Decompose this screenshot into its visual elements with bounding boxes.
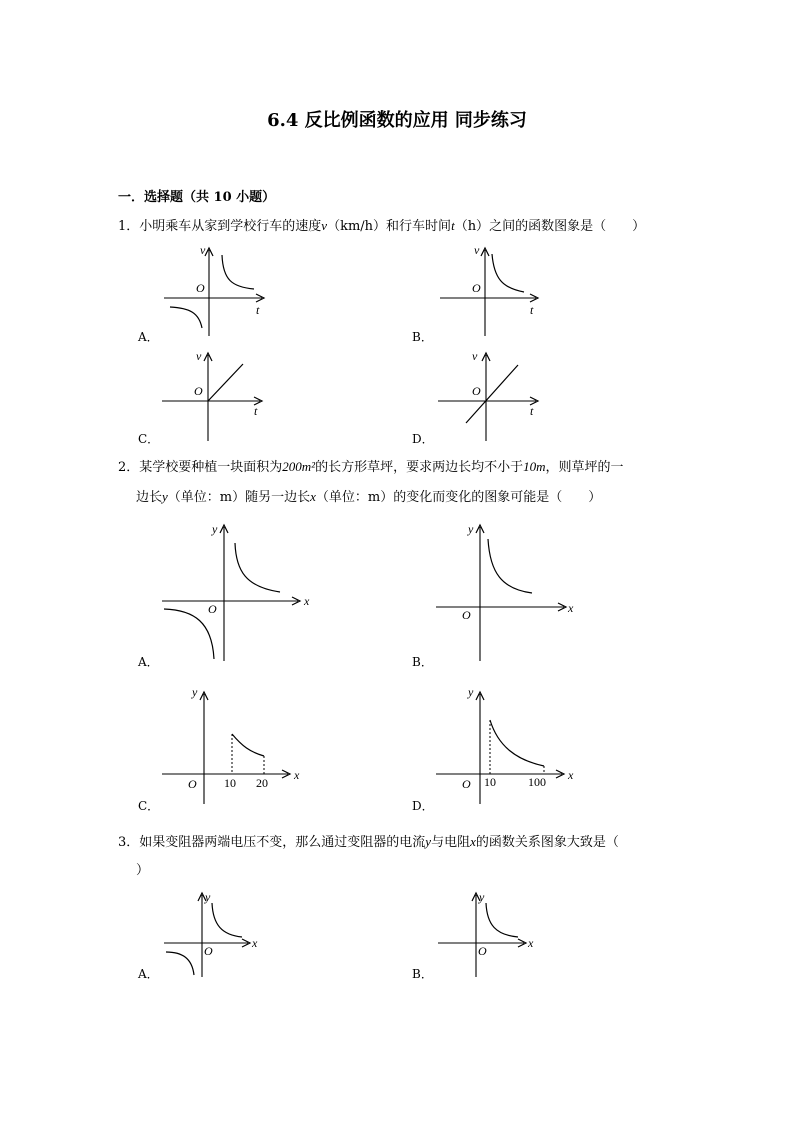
curve-first-quadrant <box>492 254 524 292</box>
y-axis-label: y <box>468 685 474 699</box>
q2-option-b-label: B． <box>412 655 433 669</box>
question-text: 和行车时间 <box>386 219 452 234</box>
question-text: 的长方形草坪，要求两边长均不小于 <box>315 460 524 475</box>
question-text: 与电阻 <box>431 835 471 850</box>
question-3-line-1 <box>118 833 619 852</box>
x-axis-label: x <box>568 768 574 782</box>
curve-first-quadrant <box>488 539 532 593</box>
tick-label-10: 10 <box>224 776 236 790</box>
question-text: （单位：m）的变化而变化的图象可能是（ ） <box>315 490 602 505</box>
q2-option-a-graph <box>150 515 320 670</box>
question-number: 1． <box>118 219 140 234</box>
y-axis-label: y <box>205 890 211 904</box>
origin-label: O <box>472 281 481 295</box>
origin-label: O <box>204 944 213 958</box>
question-3-line-2: ） <box>136 863 150 878</box>
y-axis-label: y <box>212 522 218 536</box>
question-text: 之间的函数图象是（ ） <box>489 219 646 234</box>
unit-text: （h） <box>454 219 490 234</box>
x-axis-label: t <box>254 404 258 418</box>
origin-label: O <box>188 777 197 791</box>
y-axis-label: y <box>192 685 198 699</box>
y-axis-label: v <box>200 243 206 257</box>
curve-third-quadrant <box>164 609 214 659</box>
y-axis-label: v <box>196 349 202 363</box>
origin-label: O <box>478 944 487 958</box>
curve-first-quadrant <box>212 903 242 937</box>
x-axis-label: x <box>252 936 258 950</box>
question-2-line-1 <box>118 458 624 477</box>
variable-t: t <box>451 218 455 233</box>
q3-option-a-label: A． <box>138 967 159 981</box>
y-axis-label: v <box>474 243 480 257</box>
q2-option-c-graph <box>150 680 320 810</box>
question-text: 小明乘车从家到学校行车的速度 <box>139 219 322 234</box>
curve-third-quadrant <box>166 952 194 975</box>
x-axis-label: x <box>528 936 534 950</box>
x-axis-label: x <box>294 768 300 782</box>
variable-y: y <box>162 489 168 504</box>
x-axis-label: t <box>530 303 534 317</box>
origin-label: O <box>472 384 481 398</box>
question-text: 某学校要种植一块面积为 <box>139 460 283 475</box>
curve-first-quadrant <box>235 543 280 592</box>
q1-option-d-label: D． <box>412 432 434 446</box>
q1-option-b-graph <box>426 240 556 340</box>
y-axis-label: y <box>479 890 485 904</box>
question-text: 的函数关系图象大致是（ <box>475 835 619 850</box>
tick-label-10: 10 <box>484 775 496 789</box>
origin-label: O <box>462 608 471 622</box>
origin-label: O <box>208 602 217 616</box>
question-2-line-2 <box>136 488 601 507</box>
origin-label: O <box>462 777 471 791</box>
area-value: 200m² <box>282 459 316 474</box>
q1-option-c-label: C． <box>138 432 160 446</box>
question-text: 如果变阻器两端电压不变，那么通过变阻器的电流 <box>139 835 426 850</box>
q3-option-a-graph <box>150 885 270 980</box>
x-axis-label: t <box>530 404 534 418</box>
x-axis-label: x <box>568 601 574 615</box>
question-1-text <box>118 217 645 236</box>
q3-option-b-graph <box>426 885 546 980</box>
q2-option-d-graph <box>426 680 596 810</box>
x-axis-label: x <box>304 594 310 608</box>
question-number: 3． <box>118 835 140 850</box>
q1-option-a-graph <box>150 240 280 340</box>
variable-v: v <box>321 218 328 233</box>
variable-x: x <box>470 834 476 849</box>
q2-option-b-graph <box>426 515 596 670</box>
q1-option-c-graph <box>150 345 280 445</box>
q3-option-b-label: B． <box>412 967 433 981</box>
curve-third-quadrant <box>170 307 202 328</box>
tick-label-20: 20 <box>256 776 268 790</box>
q2-option-a-label: A． <box>138 655 159 669</box>
curve-first-quadrant <box>486 903 518 937</box>
line-from-origin <box>208 364 243 401</box>
origin-label: O <box>194 384 203 398</box>
q1-option-d-graph <box>426 345 556 445</box>
section-heading: 一．选择题（共 10 小题） <box>118 190 276 205</box>
curve-first-quadrant <box>222 255 254 289</box>
question-text: 边长 <box>136 490 163 505</box>
q2-option-c-label: C． <box>138 799 160 813</box>
q2-option-d-label: D． <box>412 799 434 813</box>
question-number: 2． <box>118 460 140 475</box>
curve-segment <box>232 734 264 756</box>
question-text: （单位：m）随另一边长 <box>167 490 311 505</box>
origin-label: O <box>196 281 205 295</box>
page-title: 6.4 反比例函数的应用 同步练习 <box>267 110 527 131</box>
unit-text: （km/h） <box>327 219 387 234</box>
curve-segment <box>490 720 544 766</box>
y-axis-label: y <box>468 522 474 536</box>
q1-option-b-label: B． <box>412 330 433 344</box>
min-length-value: 10m <box>523 459 546 474</box>
tick-label-100: 100 <box>528 775 546 789</box>
variable-x: x <box>310 489 316 504</box>
y-axis-label: v <box>472 349 478 363</box>
q1-option-a-label: A． <box>138 330 159 344</box>
x-axis-label: t <box>256 303 260 317</box>
variable-y: y <box>425 834 432 849</box>
question-text: ，则草坪的一 <box>545 460 624 475</box>
